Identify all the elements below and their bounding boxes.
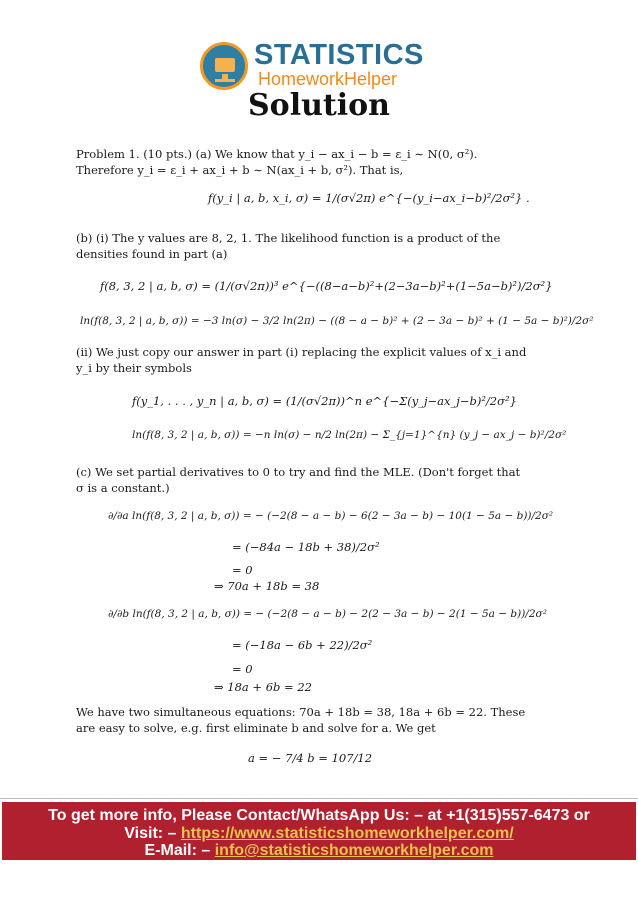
equation-partial-a-result: ⇒ 70a + 18b = 38 (214, 579, 320, 593)
logo-subtitle: HomeworkHelper (258, 69, 398, 89)
website-link[interactable]: https://www.statisticshomeworkhelper.com/ (180, 825, 514, 842)
email-link[interactable]: info@statisticshomeworkhelper.com (214, 842, 494, 859)
paragraph-problem-1a: Problem 1. (10 pts.) (a) We know that y_i − ax_i − b = ε_i ∼ N(0, σ²). Therefore y_i = ε_i + ax_i + b ∼ N(ax_i + b, σ²). That is, (76, 147, 478, 177)
equation-partial-a-step2: = (−84a − 18b + 38)/2σ² (232, 540, 380, 554)
contact-footer (2, 802, 636, 860)
footer-visit-label: Visit: – (124, 825, 181, 842)
brand-logo (200, 38, 424, 94)
equation-partial-b-result: ⇒ 18a + 6b = 22 (214, 680, 312, 694)
paragraph-simultaneous: We have two simultaneous equations: 70a + 18b = 38, 18a + 6b = 22. These are easy to solve, e.g. first eliminate b and solve for a. We get (76, 705, 526, 735)
page-title: Solution (248, 88, 390, 123)
equation-density: f(y_i | a, b, x_i, σ) = 1/(σ√2π) e^{−(y_i−ax_i−b)²/2σ²} . (208, 191, 530, 205)
equation-partial-a: ∂/∂a ln(f(8, 3, 2 | a, b, σ)) = − (−2(8 − a − b) − 6(2 − 3a − b) − 10(1 − 5a − b))/2σ² (108, 510, 554, 522)
equation-partial-a-step3: = 0 (232, 563, 253, 577)
footer-contact-line: To get more info, Please Contact/WhatsApp Us: – at +1(315)557-6473 or (48, 807, 590, 824)
footer-email-line (2, 842, 636, 860)
equation-general-log-likelihood: ln(f(8, 3, 2 | a, b, σ)) = −n ln(σ) − n/2 ln(2π) − Σ_{j=1}^{n} (y_j − ax_j − b)²/2σ² (132, 429, 567, 441)
equation-partial-b-step2: = (−18a − 6b + 22)/2σ² (232, 638, 373, 652)
paragraph-part-c: (c) We set partial derivatives to 0 to try and find the MLE. (Don't forget that σ is a constant.) (76, 465, 521, 495)
paragraph-part-b: (b) (i) The y values are 8, 2, 1. The likelihood function is a product of the densities found in part (a) (76, 231, 501, 261)
footer-divider (0, 798, 638, 799)
equation-partial-b-step3: = 0 (232, 662, 253, 676)
equation-likelihood: f(8, 3, 2 | a, b, σ) = (1/(σ√2π))³ e^{−((8−a−b)²+(2−3a−b)²+(1−5a−b)²)/2σ²} (100, 279, 553, 293)
equation-solution: a = − 7/4 b = 107/12 (248, 751, 373, 765)
equation-log-likelihood: ln(f(8, 3, 2 | a, b, σ)) = −3 ln(σ) − 3/2 ln(2π) − ((8 − a − b)² + (2 − 3a − b)² + (1 − 5a − b)²)/2σ² (80, 315, 594, 327)
equation-partial-b: ∂/∂b ln(f(8, 3, 2 | a, b, σ)) = − (−2(8 − a − b) − 2(2 − 3a − b) − 2(1 − 5a − b))/2σ² (108, 608, 547, 620)
logo-title: STATISTICS (254, 39, 424, 71)
footer-email-label: E-Mail: – (144, 842, 215, 859)
footer-visit-line (2, 825, 636, 843)
paragraph-part-b-ii: (ii) We just copy our answer in part (i) replacing the explicit values of x_i and y_i by their symbols (76, 345, 527, 375)
computer-user-logo-icon (200, 42, 248, 90)
equation-general-likelihood: f(y_1, . . . , y_n | a, b, σ) = (1/(σ√2π))^n e^{−Σ(y_j−ax_j−b)²/2σ²} (132, 394, 517, 408)
